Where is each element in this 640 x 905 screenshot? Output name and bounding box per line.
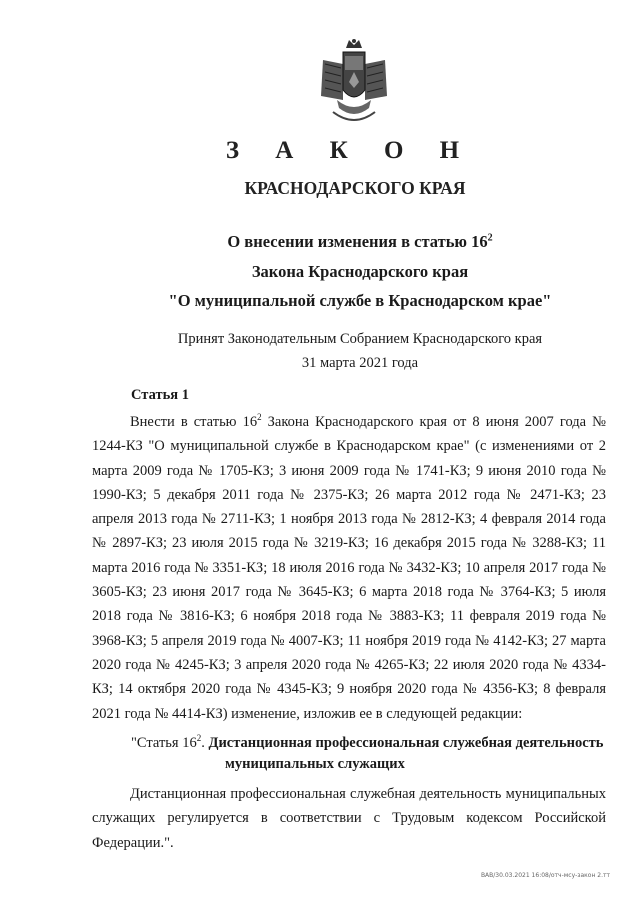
law-title-line-1: О внесении изменения в статью $16^2$ [227, 232, 493, 251]
coat-of-arms-emblem [313, 38, 395, 130]
article-heading: Статья 1 [131, 387, 189, 403]
adoption-date: 31 марта 2021 года [301, 355, 419, 371]
region-heading: КРАСНОДАРСКОГО КРАЯ [244, 178, 466, 198]
law-title-line-3: "О муниципальной службе в Краснодарском крае" [168, 291, 552, 310]
adoption-line-1: Принят Законодательным Собранием Краснодарского края [177, 331, 543, 347]
law-title-line-2: Закона Краснодарского края [251, 262, 469, 281]
law-heading: З А К О Н [225, 137, 475, 164]
new-article-text: Дистанционная профессиональная служебная деятельность муниципальных служащих регулируется в соответствии с Трудовым кодексом Российской Федерации.". [92, 786, 606, 851]
footer-stamp: ВАВ/30.03.2021 16:08/отч-мсу-закон 2.тт [480, 872, 610, 879]
article-body-paragraph: Внести в статью $16^2$ Закона Краснодарского края от 8 июня 2007 года № 1244-КЗ "О муниципальной службе в Краснодарском крае" (с изменениями от 2 марта 2009 года № 1705-КЗ; 3 июня 2009 года № 1741-КЗ; 9 июня 2010 года № 1990-КЗ; 5 декабря 2011 года № 2375-КЗ; 26 марта 2012 года № 2471-КЗ; 23 апреля 2013 года № 2711-КЗ; 1 ноября 2013 года № 2812-КЗ; 4 февраля 2014 года № 2897-КЗ; 23 июля 2015 года № 3219-КЗ; 16 декабря 2015 года № 3288-КЗ; 11 марта 2016 года № 3351-КЗ; 18 июля 2016 года № 3432-КЗ; 10 апреля 2017 года № 3605-КЗ; 23 июня 2017 года № 3645-КЗ; 6 марта 2018 года № 3764-КЗ; 5 июля 2018 года № 3816-КЗ; 6 ноября 2018 года № 3883-КЗ; 11 февраля 2019 года № 3968-КЗ; 5 апреля 2019 года № 4007-КЗ; 11 ноября 2019 года № 4142-КЗ; 27 марта 2020 года № 4245-КЗ; 3 апреля 2020 года № 4265-КЗ; 22 июля 2020 года № 4334-КЗ; 14 октября 2020 года № 4345-КЗ; 9 ноября 2020 года № 4356-КЗ; 8 февраля 2021 года № 4414-КЗ) изменение, изложив ее в следующей редакции: [92, 412, 606, 722]
new-article-title-line-2: муниципальных служащих [225, 756, 405, 772]
new-article-title-line-1: "Статья $16^2$. Дистанционная профессиональная служебная деятельность [131, 733, 604, 751]
